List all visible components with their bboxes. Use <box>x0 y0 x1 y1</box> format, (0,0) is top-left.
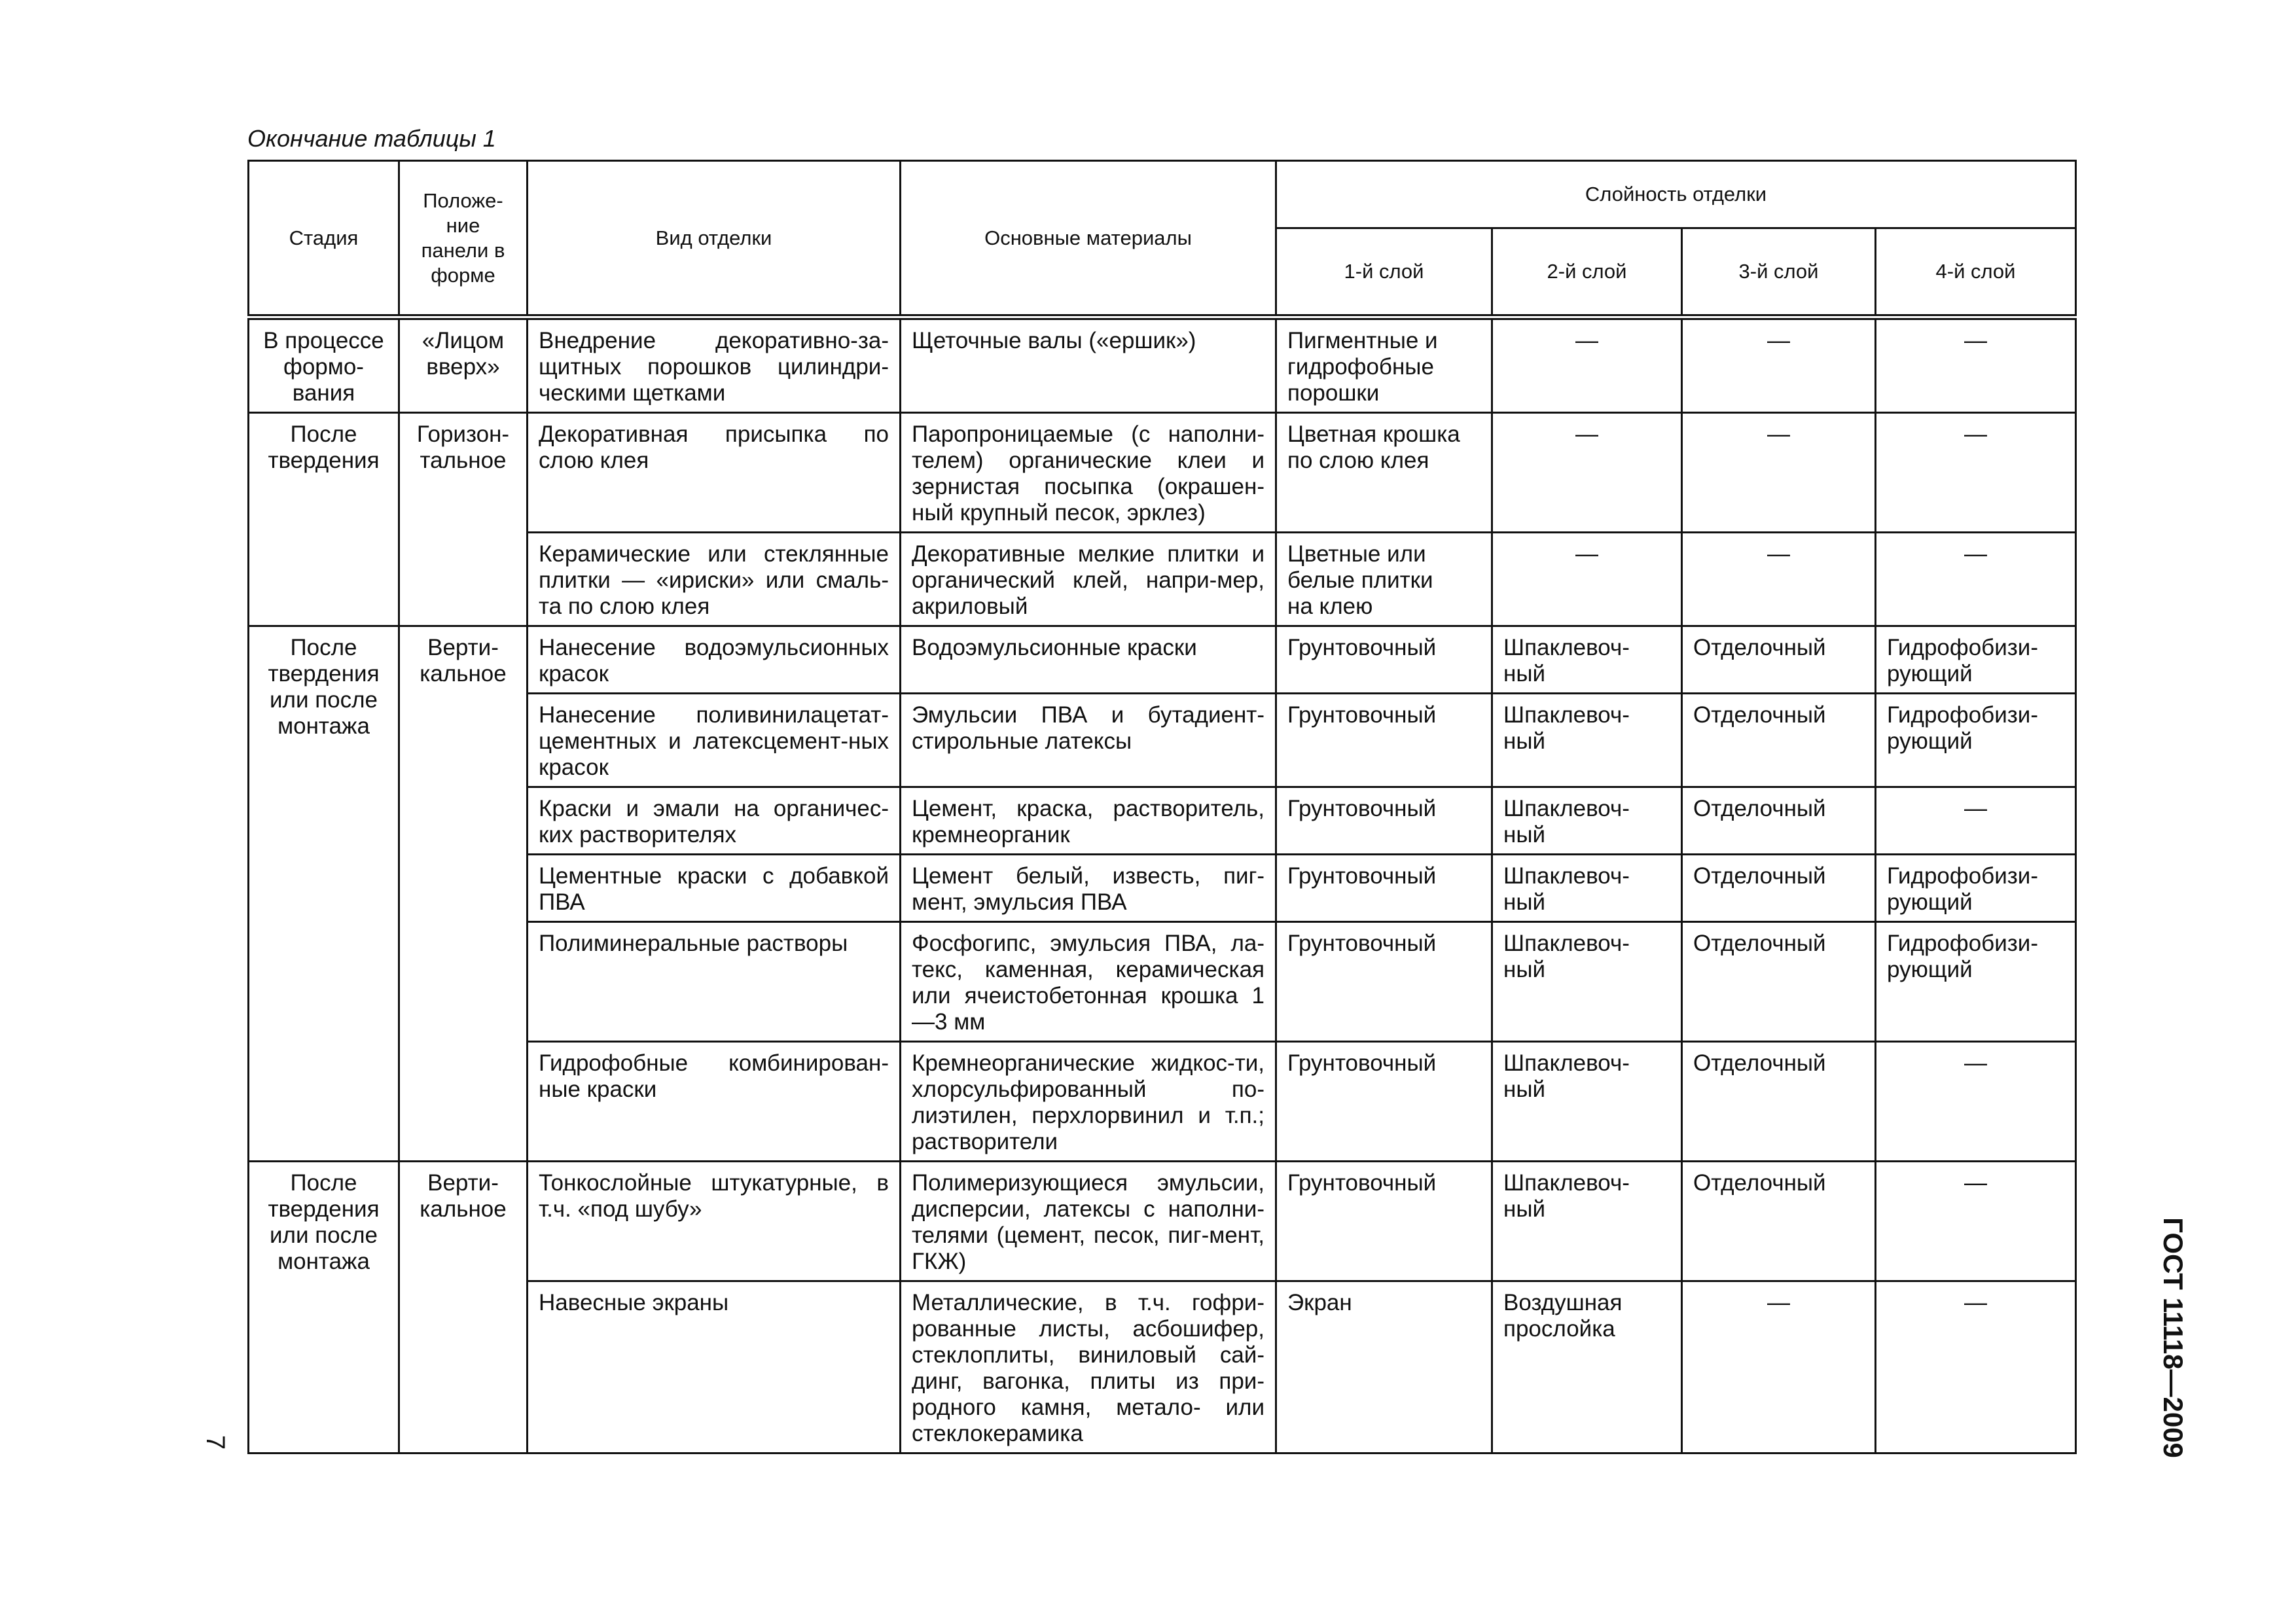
materials-cell: Полимеризующиеся эмульсии, дисперсии, латексы с наполни-телями (цемент, песок, пиг-мент, ГКЖ) <box>901 1162 1276 1281</box>
layer-2-cell: Шпаклевоч- ный <box>1492 694 1682 787</box>
layer-3-cell: Отделочный <box>1682 1042 1876 1162</box>
materials-cell: Фосфогипс, эмульсия ПВА, ла-текс, каменная, керамическая или ячеистобетонная крошка 1—3 мм <box>901 922 1276 1042</box>
layer-3-cell: — <box>1682 413 1876 533</box>
finish-type-cell: Керамические или стеклянные плитки — «ириски» или смаль-та по слою клея <box>528 533 901 626</box>
layer-1-cell: Грунтовочный <box>1276 922 1492 1042</box>
layer-3-cell: Отделочный <box>1682 787 1876 855</box>
layer-1-cell: Грунтовочный <box>1276 626 1492 694</box>
layer-3-cell: — <box>1682 317 1876 413</box>
materials-cell: Водоэмульсионные краски <box>901 626 1276 694</box>
table-row <box>249 317 2076 413</box>
header-layer-1: 1-й слой <box>1276 228 1492 317</box>
finish-type-cell: Внедрение декоративно-за-щитных порошков цилиндри-ческими щетками <box>528 317 901 413</box>
materials-cell: Эмульсии ПВА и бутадиент-стирольные латексы <box>901 694 1276 787</box>
table-caption: Окончание таблицы 1 <box>247 125 496 152</box>
materials-cell: Металлические, в т.ч. гофри-рованные листы, асбошифер, стеклоплиты, виниловый сай-динг, вагонка, плиты из при-родного камня, метало- или стеклокерамика <box>901 1281 1276 1454</box>
stage-cell: После твердения <box>249 413 399 626</box>
layer-4-cell: — <box>1876 413 2076 533</box>
layer-4-cell: Гидрофобизи- рующий <box>1876 626 2076 694</box>
layer-1-cell: Грунтовочный <box>1276 1042 1492 1162</box>
position-cell: Верти- кальное <box>399 626 528 1162</box>
layer-2-cell: Шпаклевоч- ный <box>1492 787 1682 855</box>
layer-2-cell: Шпаклевоч- ный <box>1492 855 1682 922</box>
stage-cell: В процессе формо- вания <box>249 317 399 413</box>
header-layer-4: 4-й слой <box>1876 228 2076 317</box>
layer-4-cell: Гидрофобизи- рующий <box>1876 922 2076 1042</box>
layer-1-cell: Цветная крошка по слою клея <box>1276 413 1492 533</box>
layer-1-cell: Грунтовочный <box>1276 1162 1492 1281</box>
layer-1-cell: Грунтовочный <box>1276 855 1492 922</box>
materials-cell: Паропроницаемые (с наполни-телем) органические клеи и зернистая посыпка (окрашен-ный крупный песок, эрклез) <box>901 413 1276 533</box>
header-finish-type: Вид отделки <box>528 161 901 317</box>
layer-3-cell: Отделочный <box>1682 922 1876 1042</box>
table-row <box>249 1162 2076 1281</box>
table-row <box>249 413 2076 533</box>
materials-cell: Кремнеорганические жидкос-ти, хлорсульфированный по-лиэтилен, перхлорвинил и т.п.; растворители <box>901 1042 1276 1162</box>
finish-type-cell: Гидрофобные комбинирован-ные краски <box>528 1042 901 1162</box>
finish-type-cell: Полиминеральные растворы <box>528 922 901 1042</box>
layer-3-cell: Отделочный <box>1682 1162 1876 1281</box>
position-cell: Горизон- тальное <box>399 413 528 626</box>
finish-type-cell: Тонкослойные штукатурные, в т.ч. «под шубу» <box>528 1162 901 1281</box>
header-layer-2: 2-й слой <box>1492 228 1682 317</box>
layer-4-cell: — <box>1876 787 2076 855</box>
finish-type-cell: Декоративная присыпка по слою клея <box>528 413 901 533</box>
layer-3-cell: Отделочный <box>1682 855 1876 922</box>
layer-2-cell: — <box>1492 533 1682 626</box>
layer-4-cell: — <box>1876 1162 2076 1281</box>
layer-3-cell: — <box>1682 1281 1876 1454</box>
layer-2-cell: Шпаклевоч- ный <box>1492 922 1682 1042</box>
layer-1-cell: Грунтовочный <box>1276 694 1492 787</box>
header-layering: Слойность отделки <box>1276 161 2076 228</box>
stage-cell: После твердения или после монтажа <box>249 626 399 1162</box>
position-cell: «Лицом вверх» <box>399 317 528 413</box>
layer-4-cell: Гидрофобизи- рующий <box>1876 694 2076 787</box>
table-body <box>249 317 2076 1454</box>
materials-cell: Щеточные валы («ершик») <box>901 317 1276 413</box>
materials-cell: Цемент, краска, растворитель, кремнеорганик <box>901 787 1276 855</box>
layer-1-cell: Цветные или белые плитки на клею <box>1276 533 1492 626</box>
layer-1-cell: Экран <box>1276 1281 1492 1454</box>
table-row <box>249 626 2076 694</box>
finish-type-cell: Нанесение поливинилацетат-цементных и латексцемент-ных красок <box>528 694 901 787</box>
finish-type-cell: Нанесение водоэмульсионных красок <box>528 626 901 694</box>
layer-3-cell: — <box>1682 533 1876 626</box>
layer-3-cell: Отделочный <box>1682 626 1876 694</box>
layer-2-cell: Шпаклевоч- ный <box>1492 626 1682 694</box>
finishing-table <box>247 160 2077 1454</box>
layer-2-cell: — <box>1492 317 1682 413</box>
finish-type-cell: Навесные экраны <box>528 1281 901 1454</box>
header-materials: Основные материалы <box>901 161 1276 317</box>
layer-2-cell: Воздушная прослойка <box>1492 1281 1682 1454</box>
layer-4-cell: — <box>1876 533 2076 626</box>
layer-4-cell: — <box>1876 1281 2076 1454</box>
layer-3-cell: Отделочный <box>1682 694 1876 787</box>
layer-2-cell: Шпаклевоч- ный <box>1492 1162 1682 1281</box>
finish-type-cell: Цементные краски с добавкой ПВА <box>528 855 901 922</box>
layer-1-cell: Пигментные и гидрофобные порошки <box>1276 317 1492 413</box>
layer-4-cell: — <box>1876 317 2076 413</box>
layer-2-cell: Шпаклевоч- ный <box>1492 1042 1682 1162</box>
table-header <box>249 161 2076 317</box>
materials-cell: Цемент белый, известь, пиг-мент, эмульсия ПВА <box>901 855 1276 922</box>
layer-4-cell: Гидрофобизи- рующий <box>1876 855 2076 922</box>
position-cell: Верти- кальное <box>399 1162 528 1454</box>
page-number: 7 <box>201 1435 230 1450</box>
header-stage: Стадия <box>249 161 399 317</box>
materials-cell: Декоративные мелкие плитки и органический клей, напри-мер, акриловый <box>901 533 1276 626</box>
layer-4-cell: — <box>1876 1042 2076 1162</box>
header-position: Положе- ние панели в форме <box>399 161 528 317</box>
header-layer-3: 3-й слой <box>1682 228 1876 317</box>
layer-1-cell: Грунтовочный <box>1276 787 1492 855</box>
stage-cell: После твердения или после монтажа <box>249 1162 399 1454</box>
document-code: ГОСТ 11118—2009 <box>2158 1217 2189 1458</box>
finish-type-cell: Краски и эмали на органичес-ких растворителях <box>528 787 901 855</box>
layer-2-cell: — <box>1492 413 1682 533</box>
